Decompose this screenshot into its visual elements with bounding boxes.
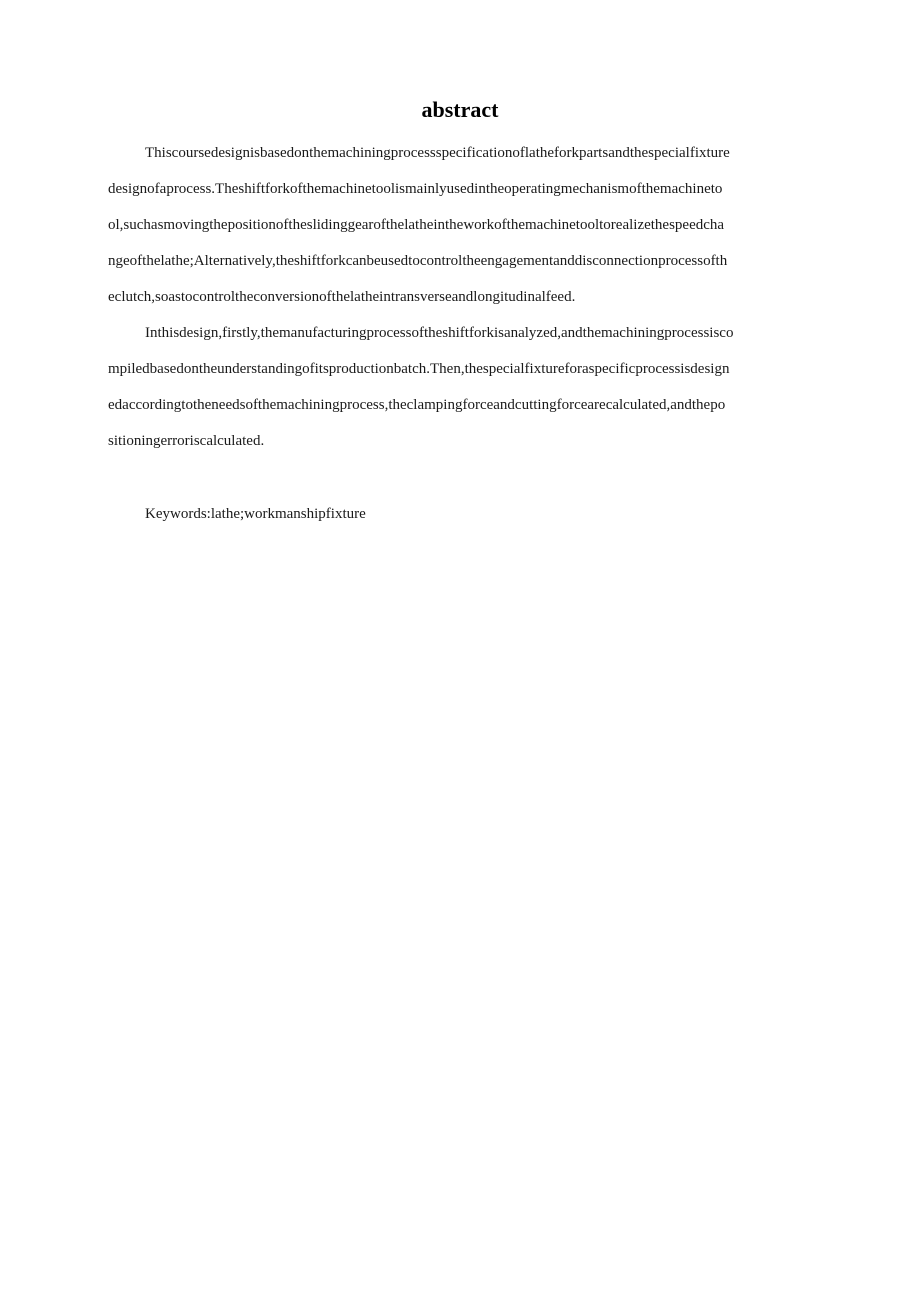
paragraph-1-line-1: Thiscoursedesignisbasedonthemachiningprocessspecificationoflatheforkpartsandthespecialfixture (145, 145, 730, 161)
abstract-title: abstract (421, 97, 499, 122)
paragraph-2-line-2: mpiledbasedontheunderstandingofitsproductionbatch.Then,thespecialfixtureforaspecificprocessisdesign (108, 361, 730, 377)
paragraph-2-line-3: edaccordingtotheneedsofthemachiningprocess,theclampingforceandcuttingforcearecalculated,andthepo (108, 397, 726, 413)
paragraph-1-line-3: ol,suchasmovingthepositionoftheslidinggearofthelatheintheworkofthemachinetooltorealizethespeedcha (108, 217, 725, 233)
paragraph-1-line-2: designofaprocess.Theshiftforkofthemachinetoolismainlyusedintheoperatingmechanismofthemachineto (108, 181, 723, 197)
paragraph-1-line-5: eclutch,soastocontroltheconversionofthelatheintransverseandlongitudinalfeed. (108, 289, 576, 305)
keywords: Keywords:lathe;workmanshipfixture (145, 506, 366, 522)
paragraph-2-line-1: Inthisdesign,firstly,themanufacturingprocessoftheshiftforkisanalyzed,andthemachiningprocessisco (145, 325, 734, 341)
paragraph-2-line-4: sitioningerroriscalculated. (108, 433, 265, 449)
paragraph-1-line-4: ngeofthelathe;Alternatively,theshiftforkcanbeusedtocontroltheengagementanddisconnectionprocessofth (108, 253, 728, 269)
